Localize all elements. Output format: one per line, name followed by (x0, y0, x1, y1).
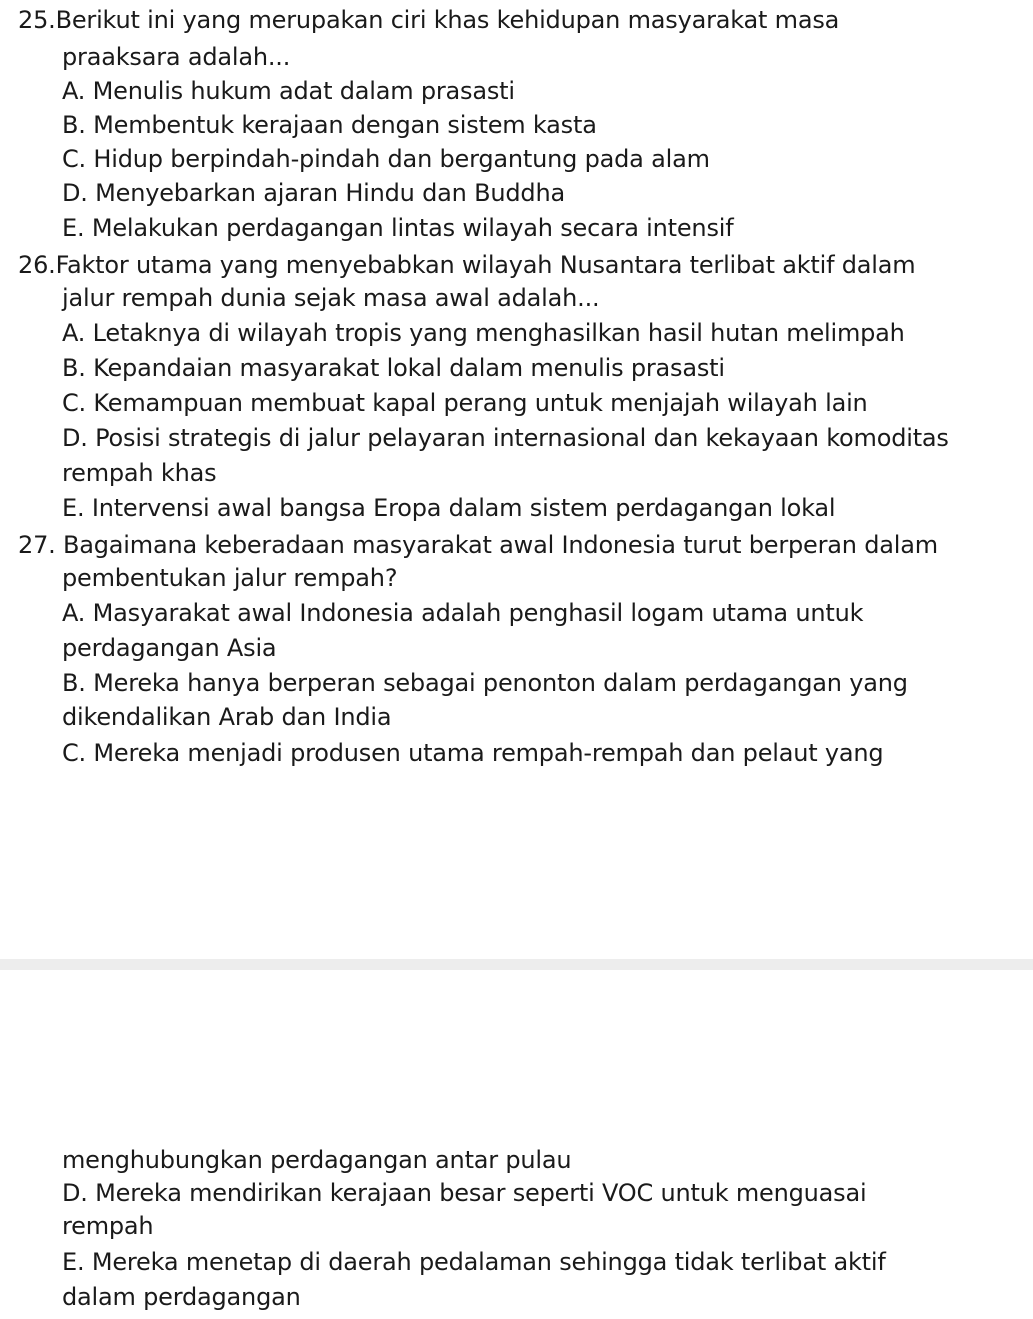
option-line: rempah (62, 1212, 154, 1240)
option-line: menghubungkan perdagangan antar pulau (62, 1146, 572, 1174)
option-line: E. Melakukan perdagangan lintas wilayah secara intensif (62, 214, 734, 242)
option-line: B. Membentuk kerajaan dengan sistem kasta (62, 111, 597, 139)
option-line: D. Mereka mendirikan kerajaan besar seperti VOC untuk menguasai (62, 1179, 867, 1207)
option-line: D. Posisi strategis di jalur pelayaran internasional dan kekayaan komoditas (62, 424, 949, 452)
option-line: perdagangan Asia (62, 634, 277, 662)
option-line: pembentukan jalur rempah? (62, 564, 398, 592)
question-line: 27. Bagaimana keberadaan masyarakat awal Indonesia turut berperan dalam (18, 531, 938, 559)
option-line: dikendalikan Arab dan India (62, 703, 392, 731)
option-line: C. Hidup berpindah-pindah dan bergantung pada alam (62, 145, 710, 173)
option-line: rempah khas (62, 459, 217, 487)
option-line: A. Menulis hukum adat dalam prasasti (62, 77, 515, 105)
question-line: 25.Berikut ini yang merupakan ciri khas kehidupan masyarakat masa (18, 6, 840, 34)
option-line: B. Mereka hanya berperan sebagai penonton dalam perdagangan yang (62, 669, 908, 697)
option-line: B. Kepandaian masyarakat lokal dalam menulis prasasti (62, 354, 725, 382)
option-line: C. Mereka menjadi produsen utama rempah-rempah dan pelaut yang (62, 739, 884, 767)
page-separator (0, 959, 1033, 970)
option-line: A. Masyarakat awal Indonesia adalah penghasil logam utama untuk (62, 599, 864, 627)
option-line: D. Menyebarkan ajaran Hindu dan Buddha (62, 179, 565, 207)
option-line: dalam perdagangan (62, 1283, 301, 1311)
option-line: C. Kemampuan membuat kapal perang untuk menjajah wilayah lain (62, 389, 868, 417)
question-line: 26.Faktor utama yang menyebabkan wilayah Nusantara terlibat aktif dalam (18, 251, 916, 279)
option-line: A. Letaknya di wilayah tropis yang menghasilkan hasil hutan melimpah (62, 319, 905, 347)
option-line: E. Mereka menetap di daerah pedalaman sehingga tidak terlibat aktif (62, 1248, 886, 1276)
option-line: jalur rempah dunia sejak masa awal adalah... (62, 284, 600, 312)
option-line: E. Intervensi awal bangsa Eropa dalam sistem perdagangan lokal (62, 494, 836, 522)
option-line: praaksara adalah... (62, 43, 291, 71)
